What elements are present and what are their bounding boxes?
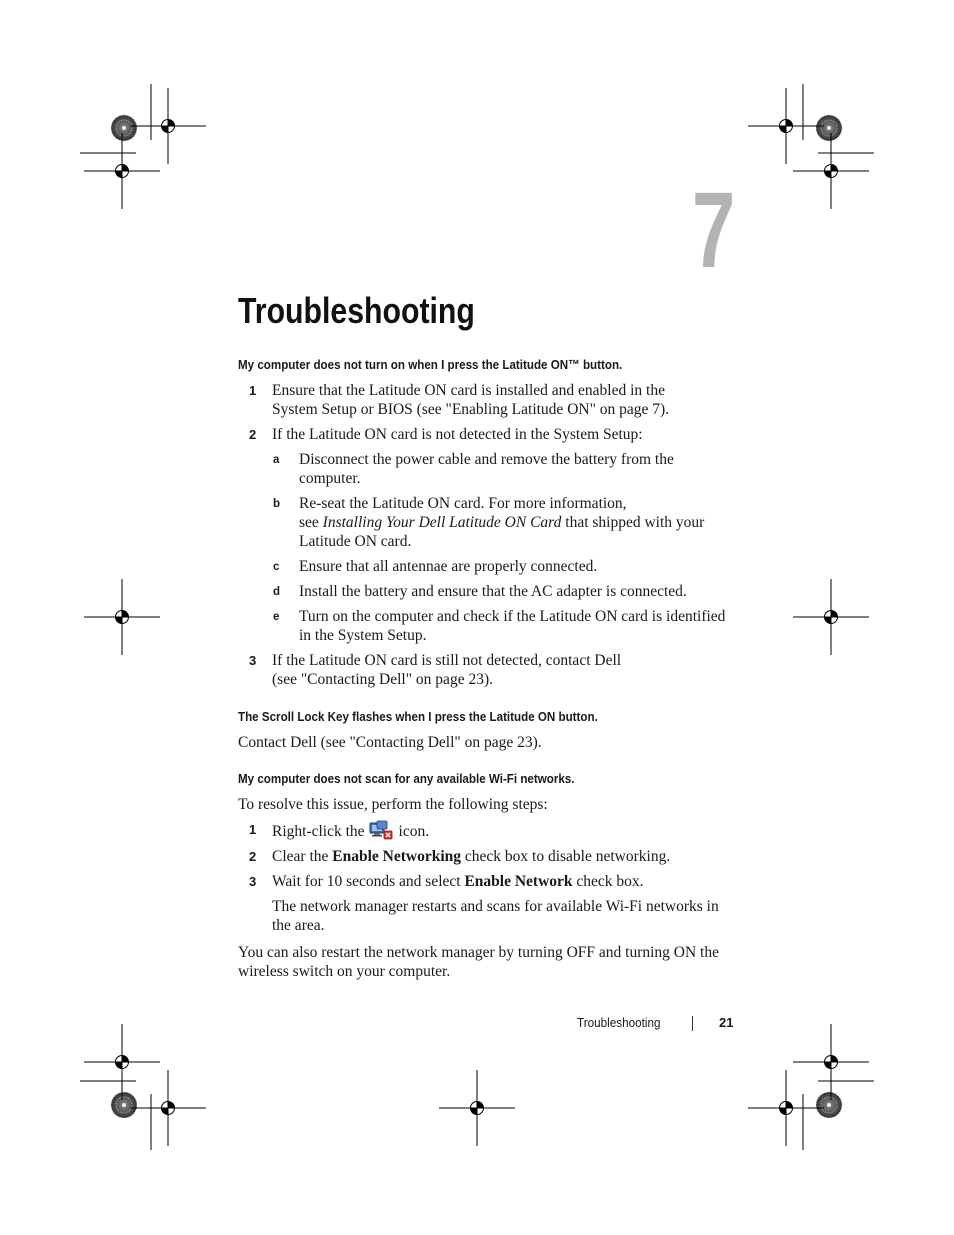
substep-letter: a xyxy=(273,454,280,466)
substep-letter: c xyxy=(273,561,280,573)
step-text xyxy=(272,820,738,841)
color-bar-icon xyxy=(816,115,842,141)
substep-text: Install the battery and ensure that the AC adapter is connected. xyxy=(299,583,687,600)
step-number: 2 xyxy=(249,849,257,864)
substep-text-part: that shipped with your xyxy=(561,514,705,531)
ui-option-name: Enable Network xyxy=(464,873,573,890)
list-item xyxy=(238,381,738,419)
step-text-part: icon. xyxy=(398,823,430,840)
substep-letter: d xyxy=(273,586,281,598)
step-text: Ensure that the Latitude ON card is installed and enabled in the xyxy=(272,382,665,399)
step-text: (see "Contacting Dell" on page 23). xyxy=(272,671,493,688)
step-note xyxy=(238,897,738,935)
step-text xyxy=(272,847,738,866)
registration-mark-icon xyxy=(793,579,869,655)
section-heading: My computer does not scan for any available Wi-Fi networks. xyxy=(238,771,575,786)
chapter-title: Troubleshooting xyxy=(238,290,475,331)
step-number: 1 xyxy=(249,822,257,837)
substep-text: Ensure that all antennae are properly connected. xyxy=(299,558,598,575)
step-text-part: check box. xyxy=(572,873,644,890)
step-number: 1 xyxy=(249,383,257,398)
section-heading: The Scroll Lock Key flashes when I press the Latitude ON button. xyxy=(238,709,598,724)
note-text: the area. xyxy=(272,917,325,934)
section-heading: My computer does not turn on when I press the Latitude ON™ button. xyxy=(238,357,623,372)
list-item xyxy=(238,820,738,841)
substep-text: Turn on the computer and check if the Latitude ON card is identified xyxy=(299,608,726,625)
registration-mark-icon xyxy=(84,579,160,655)
substep-letter: b xyxy=(273,498,281,510)
step-text xyxy=(272,872,738,891)
page-footer xyxy=(577,1015,737,1035)
registration-mark-icon xyxy=(748,88,824,164)
list-item xyxy=(238,450,738,488)
footer-divider xyxy=(692,1016,693,1031)
substep-text: in the System Setup. xyxy=(299,627,427,644)
list-item xyxy=(238,607,738,645)
step-text-part: Right-click the xyxy=(272,823,365,840)
paragraph: Contact Dell (see "Contacting Dell" on page 23). xyxy=(238,734,542,751)
list-item xyxy=(238,582,738,601)
registration-mark-icon xyxy=(84,1024,160,1100)
list-item xyxy=(238,872,738,891)
ui-option-name: Enable Networking xyxy=(332,848,462,865)
substep-letter: e xyxy=(273,611,280,623)
substep-text: Latitude ON card. xyxy=(299,533,412,550)
list-item xyxy=(238,847,738,866)
registration-mark-icon xyxy=(84,133,160,209)
substep-text-part: see xyxy=(299,514,323,531)
chapter-number: 7 xyxy=(692,169,733,290)
registration-mark-icon xyxy=(793,133,869,209)
paragraph: To resolve this issue, perform the following steps: xyxy=(238,796,548,813)
step-text-part: Wait for 10 seconds and select xyxy=(272,873,465,890)
step-text-part: Clear the xyxy=(272,848,333,865)
substep-text: computer. xyxy=(299,470,361,487)
step-number: 3 xyxy=(249,874,257,889)
list-item xyxy=(238,494,738,551)
paragraph xyxy=(238,943,738,981)
doc-reference: Installing Your Dell Latitude ON Card xyxy=(322,514,562,531)
step-text: If the Latitude ON card is not detected in the System Setup: xyxy=(272,426,643,443)
network-manager-icon xyxy=(369,820,393,840)
substep-text: Disconnect the power cable and remove the battery from the xyxy=(299,451,674,468)
page-number: 21 xyxy=(719,1015,734,1030)
step-number: 2 xyxy=(249,427,257,442)
registration-mark-icon xyxy=(130,1070,206,1146)
list-item xyxy=(238,557,738,576)
color-bar-icon xyxy=(111,115,137,141)
note-text: The network manager restarts and scans for available Wi-Fi networks in xyxy=(272,898,719,915)
paragraph-line: You can also restart the network manager by turning OFF and turning ON the xyxy=(238,944,719,961)
footer-section-label: Troubleshooting xyxy=(577,1015,661,1030)
paragraph-line: wireless switch on your computer. xyxy=(238,963,451,980)
list-item xyxy=(238,425,738,444)
substep-text: Re-seat the Latitude ON card. For more information, xyxy=(299,495,627,512)
registration-mark-icon xyxy=(793,1024,869,1100)
registration-mark-icon xyxy=(439,1070,515,1146)
substep-text xyxy=(299,513,738,532)
step-number: 3 xyxy=(249,653,257,668)
list-item xyxy=(238,651,738,689)
color-bar-icon xyxy=(111,1092,137,1118)
step-text: If the Latitude ON card is still not detected, contact Dell xyxy=(272,652,622,669)
registration-mark-icon xyxy=(748,1070,824,1146)
chapter-content xyxy=(238,356,738,981)
color-bar-icon xyxy=(816,1092,842,1118)
step-text-part: check box to disable networking. xyxy=(461,848,671,865)
step-text: System Setup or BIOS (see "Enabling Latitude ON" on page 7). xyxy=(272,401,670,418)
registration-mark-icon xyxy=(130,88,206,164)
